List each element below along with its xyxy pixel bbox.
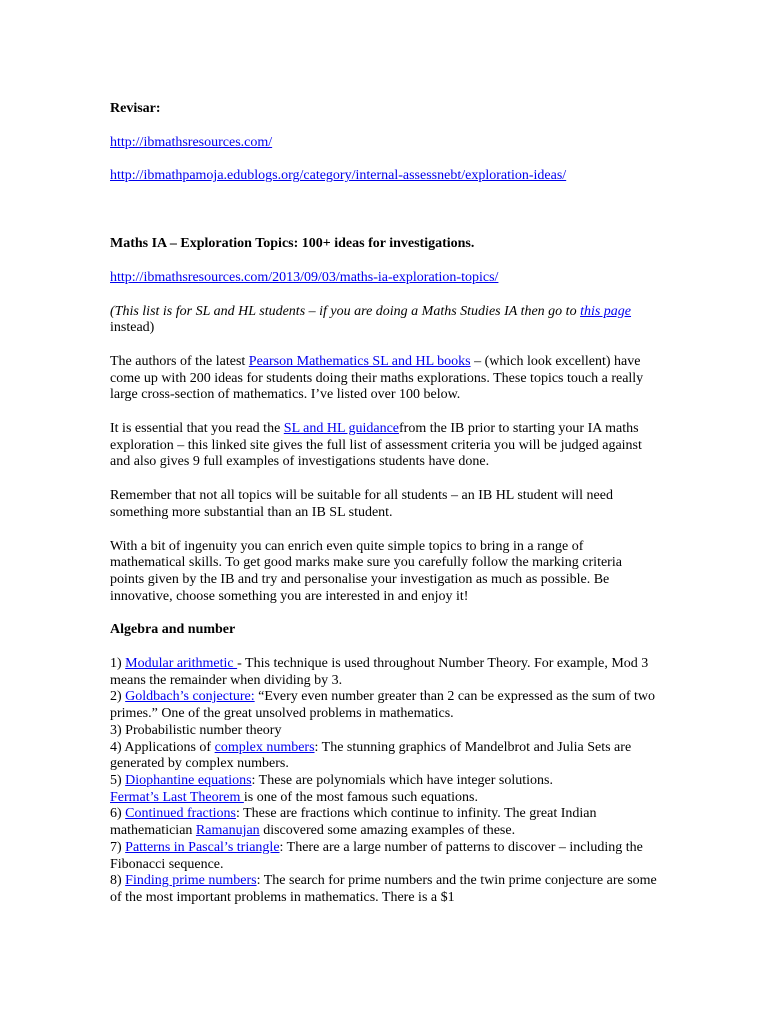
list-item xyxy=(110,740,658,773)
paragraph-authors-before: The authors of the latest xyxy=(110,353,249,369)
paragraph-remember: Remember that not all topics will be suitable for all students – an IB HL student will need something more substantial than an IB SL student. xyxy=(110,488,613,520)
revisar-heading: Revisar: xyxy=(110,101,161,116)
algebra-list xyxy=(110,656,658,907)
list-item-number: 4) Applications of xyxy=(110,739,215,755)
paragraph-guidance-after: from the IB prior to starting your IA maths exploration – this linked site gives the full list of assessment criteria you will be judged against and also gives 9 full examples of investigations students have done. xyxy=(110,421,642,470)
list-item-number: 7) xyxy=(110,839,126,855)
list-item-number: 1) xyxy=(110,656,126,672)
paragraph-authors-after: – (which look excellent) have come up with 200 ideas for students doing their maths explorations. These topics touch a really large cross-section of mathematics. I’ve listed over 100 below. xyxy=(110,353,644,403)
list-item xyxy=(110,656,658,689)
finding-prime-numbers-link[interactable]: Finding prime numbers xyxy=(125,873,257,889)
ramanujan-link[interactable]: Ramanujan xyxy=(195,823,260,839)
list-item-number: 2) xyxy=(110,689,126,705)
list-item xyxy=(110,689,658,722)
list-item-text: : The stunning graphics of Mandelbrot and Julia Sets are generated by complex numbers. xyxy=(110,739,632,772)
document-page xyxy=(110,101,658,907)
paragraph-guidance-before: It is essential that you read the xyxy=(110,421,284,437)
ibmathpamoja-link[interactable]: http://ibmathpamoja.edublogs.org/category/internal-assessnebt/exploration-ideas/ xyxy=(110,168,567,184)
paragraph-guidance xyxy=(110,421,658,471)
revisar-link-1-row xyxy=(110,135,658,152)
list-item-text: : These are fractions which continue to infinity. The great Indian mathematician xyxy=(110,806,597,839)
goldbach-conjecture-link[interactable]: Goldbach’s conjecture: xyxy=(125,689,255,705)
topics-note-before: (This list is for SL and HL students – if you are doing a Maths Studies IA then go to xyxy=(110,303,581,319)
list-item-text: : The search for prime numbers and the twin prime conjecture are some of the most important problems in mathematics. There is a $1 xyxy=(110,873,657,905)
list-item-text: is one of the most famous such equations. xyxy=(243,789,478,805)
list-item-number: 5) xyxy=(110,772,126,788)
list-item-text: : There are a large number of patterns to discover – including the Fibonacci sequence. xyxy=(110,839,643,872)
list-item xyxy=(110,806,658,839)
fermats-last-theorem-link[interactable]: Fermat’s Last Theorem xyxy=(110,789,244,805)
continued-fractions-link[interactable]: Continued fractions xyxy=(125,806,236,822)
modular-arithmetic-link[interactable]: Modular arithmetic xyxy=(125,656,238,672)
ibmathsresources-link[interactable]: http://ibmathsresources.com/ xyxy=(110,134,273,150)
topics-note-after: instead) xyxy=(110,320,155,336)
sl-hl-guidance-link[interactable]: SL and HL guidance xyxy=(283,421,400,437)
list-item-continuation xyxy=(110,790,658,807)
topics-heading: Maths IA – Exploration Topics: 100+ ideas for investigations. xyxy=(110,236,475,252)
revisar-link-2-row xyxy=(110,168,658,185)
pearson-books-link[interactable]: Pearson Mathematics SL and HL books xyxy=(248,353,471,369)
paragraph-ingenuity: With a bit of ingenuity you can enrich even quite simple topics to bring in a range of mathematical skills. To get good marks make sure you carefully follow the marking criteria points given by the IB and try and personalise your investigation as much as possible. Be innovative, choose something you are interested in and enjoy it! xyxy=(110,538,622,604)
this-page-link[interactable]: this page xyxy=(580,303,632,319)
paragraph-authors xyxy=(110,354,658,404)
list-item xyxy=(110,873,658,906)
algebra-heading: Algebra and number xyxy=(110,622,236,638)
complex-numbers-link[interactable]: complex numbers xyxy=(214,739,315,755)
topics-link[interactable]: http://ibmathsresources.com/2013/09/03/maths-ia-exploration-topics/ xyxy=(110,269,499,285)
list-item-number: 6) xyxy=(110,806,126,822)
pascals-triangle-link[interactable]: Patterns in Pascal’s triangle xyxy=(125,839,280,855)
list-item xyxy=(110,773,658,790)
list-item-text: : These are polynomials which have integer solutions. xyxy=(251,772,553,788)
list-item xyxy=(110,840,658,873)
list-item: 3) Probabilistic number theory xyxy=(110,722,282,738)
list-item-text: “Every even number greater than 2 can be expressed as the sum of two primes.” One of the great unsolved problems in mathematics. xyxy=(110,689,656,722)
list-item-number: 8) xyxy=(110,873,126,889)
topics-note xyxy=(110,304,658,337)
diophantine-equations-link[interactable]: Diophantine equations xyxy=(125,772,252,788)
list-item-text: - This technique is used throughout Number Theory. For example, Mod 3 means the remainder when dividing by 3. xyxy=(110,656,649,688)
list-item-text: discovered some amazing examples of these. xyxy=(259,823,516,839)
topics-link-row xyxy=(110,270,658,287)
